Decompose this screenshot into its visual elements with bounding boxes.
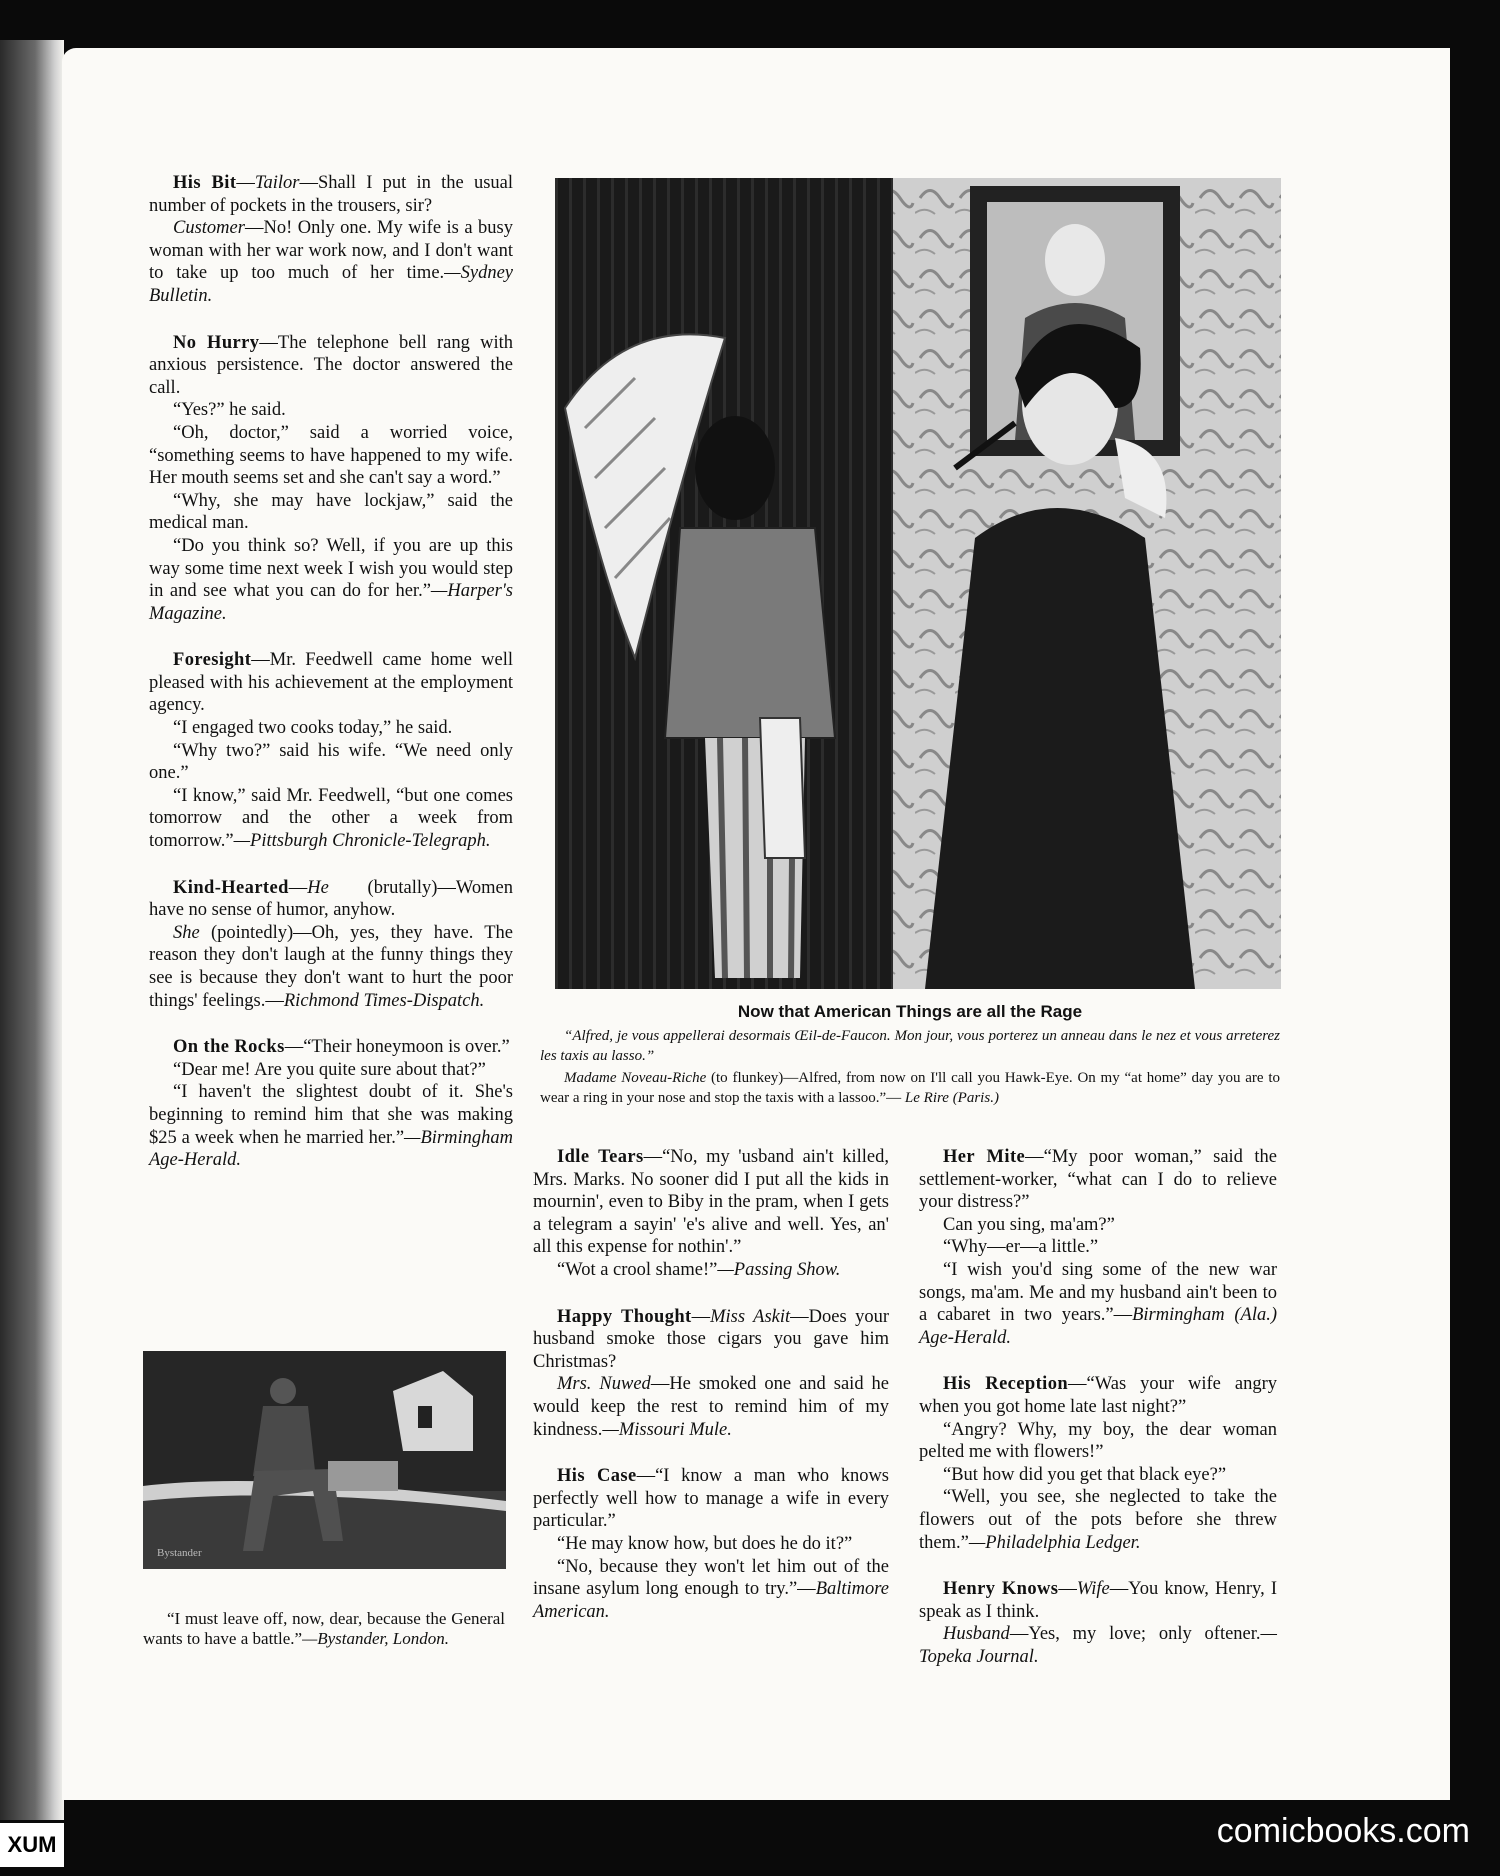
- joke-line: [533, 1556, 889, 1624]
- caption-source: Le Rire (Paris.): [904, 1090, 999, 1106]
- small-cartoon-caption: [143, 1609, 505, 1649]
- joke-item: [919, 1578, 1277, 1668]
- joke-item: [919, 1373, 1277, 1554]
- joke-line: [149, 740, 513, 785]
- column-1: [149, 172, 513, 1196]
- joke-opening: His Bit—Tailor—Shall I put in the usual number of pockets in the trousers, sir?: [149, 173, 514, 216]
- joke-item: [149, 172, 513, 308]
- joke-line: [149, 1081, 513, 1171]
- joke-opening: Kind-Hearted—He (brutally)—Women have no sense of humor, anyhow.: [149, 877, 513, 921]
- joke-line-text: “Yes?” he said.: [173, 400, 286, 421]
- joke-opening: Henry Knows—Wife—You know, Henry, I speak as I think.: [919, 1579, 1277, 1622]
- joke-line-speaker: Customer: [173, 218, 245, 239]
- joke-line-text: “He may know how, but does he do it?”: [557, 1533, 853, 1554]
- joke-line-text: Can you sing, ma'am?”: [943, 1214, 1115, 1235]
- joke-line: [919, 1486, 1277, 1554]
- joke-line-text: “Why, she may have lockjaw,” said the medical man.: [149, 490, 513, 534]
- joke-line: [149, 399, 513, 422]
- joke-line: [149, 217, 513, 307]
- joke-source: —Topeka Journal.: [919, 1624, 1277, 1667]
- joke-line: [149, 422, 513, 490]
- joke-source: —Pittsburgh Chronicle-Telegraph.: [233, 831, 491, 852]
- svg-text:Bystander: Bystander: [157, 1547, 202, 1559]
- joke-heading: No Hurry: [173, 332, 260, 353]
- joke-heading: Foresight: [173, 650, 252, 671]
- big-cartoon: [555, 178, 1281, 989]
- joke-line: [149, 490, 513, 535]
- book-gutter: [0, 40, 64, 1820]
- footer-left-badge: [0, 1823, 64, 1867]
- joke-line-speaker: She: [173, 922, 200, 943]
- joke-line-text: “But how did you get that black eye?”: [943, 1464, 1227, 1485]
- joke-opening: [919, 1146, 1277, 1214]
- joke-line: [149, 717, 513, 740]
- small-caption-text: “I must leave off, now, dear, because the General wants to have a battle.”: [143, 1609, 505, 1648]
- joke-line-text: —No! Only one. My wife is a busy woman with her war work now, and I don't want to take up too much of her time.: [149, 218, 513, 284]
- joke-source: Baltimore American.: [533, 1579, 889, 1622]
- joke-line-text: (pointedly)—Oh, yes, they have. The reason they don't laugh at the funny things they see is because they don't want to hurt the poor things' feelings.—: [149, 922, 513, 1011]
- joke-line: [533, 1533, 889, 1556]
- joke-item: [149, 1036, 513, 1172]
- joke-line-text: “I haven't the slightest doubt of it. She's beginning to remind him that she was making $25 a week when he married her.”: [149, 1082, 513, 1148]
- joke-heading: His Case: [557, 1466, 637, 1487]
- caption-english: [540, 1068, 1280, 1108]
- joke-text: —Does your husband smoke those cigars you gave him Christmas?: [533, 1306, 890, 1372]
- joke-text: —“No, my 'usband ain't killed, Mrs. Marks. No sooner did I put all the kids in mournin', even to Biby in the pram, when I gets a telegram a sayin' 'e's alive and well. Yes, an' all this expense for nothin'.”: [533, 1147, 889, 1258]
- big-cartoon-caption: [540, 1002, 1280, 1108]
- joke-line-text: “Why two?” said his wife. “We need only one.”: [149, 740, 513, 784]
- joke-line: [149, 922, 513, 1012]
- caption-title: Now that American Things are all the Rage: [737, 1002, 1083, 1021]
- joke-line-text: “I wish you'd sing some of the new war songs, ma'am. Me and my husband ain't been to a cabaret in two years.”—: [919, 1259, 1277, 1326]
- joke-text: (brutally)—Women have no sense of humor, anyhow.: [149, 877, 513, 921]
- joke-heading: Her Mite: [943, 1147, 1026, 1167]
- joke-opening: [919, 1373, 1277, 1418]
- joke-source: —Harper's Magazine.: [149, 581, 513, 624]
- joke-heading: Henry Knows: [943, 1579, 1059, 1600]
- joke-line-text: “Angry? Why, my boy, the dear woman pelted me with flowers!”: [919, 1419, 1277, 1463]
- big-cartoon-drawing: [555, 178, 1281, 989]
- joke-text: —“I know a man who knows perfectly well how to manage a wife in every particular.”: [533, 1466, 889, 1532]
- joke-heading: Kind-Hearted: [173, 877, 289, 898]
- joke-text: —“Their honeymoon is over.”: [284, 1037, 510, 1058]
- joke-line: [919, 1419, 1277, 1464]
- joke-heading: Idle Tears: [557, 1147, 644, 1167]
- joke-line-text: “Oh, doctor,” said a worried voice, “something seems to have happened to my wife. Her mouth seems set and she can't say a word.”: [149, 422, 513, 489]
- joke-opening: Happy Thought—Miss Askit—Does your husband smoke those cigars you gave him Christmas?: [533, 1306, 890, 1372]
- joke-line: [149, 1059, 513, 1082]
- joke-opening: [149, 332, 513, 400]
- joke-line: [533, 1259, 889, 1282]
- joke-heading: His Bit: [173, 173, 237, 193]
- joke-item: [919, 1146, 1277, 1349]
- joke-opening: [533, 1465, 889, 1533]
- joke-source: —Sydney Bulletin.: [149, 263, 513, 306]
- joke-heading: On the Rocks: [173, 1037, 285, 1058]
- joke-speaker: Wife: [1076, 1579, 1110, 1600]
- caption-english-speaker: Madame Noveau-Riche: [564, 1070, 707, 1086]
- small-cartoon: [143, 1351, 506, 1569]
- joke-line-text: “No, because they won't let him out of the insane asylum long enough to try.”—: [533, 1556, 889, 1600]
- joke-source: Birmingham (Ala.) Age-Herald.: [919, 1305, 1277, 1348]
- joke-text: —“My poor woman,” said the settlement-worker, “what can I do to relieve your distress?”: [919, 1147, 1277, 1213]
- joke-item: [533, 1465, 889, 1623]
- caption-french: “Alfred, je vous appellerai desormais Œil-de-Faucon. Mon jour, vous porterez un anneau dans le nez et vous arreterez les taxis au lasso.”: [540, 1028, 1280, 1064]
- joke-heading: His Reception: [943, 1374, 1069, 1395]
- joke-line-text: “Why—er—a little.”: [943, 1237, 1099, 1258]
- small-caption-source: —Bystander, London.: [302, 1629, 449, 1648]
- joke-line-text: —He smoked one and said he would keep the rest to remind him of my kindness.: [533, 1374, 890, 1440]
- joke-source: —Philadelphia Ledger.: [968, 1532, 1141, 1553]
- joke-line: [149, 535, 513, 625]
- joke-line: [149, 785, 513, 853]
- caption-english-text: (to flunkey)—Alfred, from now on I'll call you Hawk-Eye. On my “at home” day you are to wear a ring in your nose and stop the taxis with a lassoo.”—: [540, 1070, 1280, 1106]
- joke-line: [919, 1214, 1277, 1237]
- joke-item: [533, 1146, 889, 1282]
- joke-text: —The telephone bell rang with anxious persistence. The doctor answered the call.: [149, 332, 513, 398]
- joke-line-text: “Dear me! Are you quite sure about that?”: [173, 1059, 486, 1080]
- joke-line: [919, 1623, 1277, 1668]
- joke-source: —Missouri Mule.: [602, 1419, 732, 1440]
- joke-opening: [149, 1036, 513, 1059]
- joke-item: [149, 877, 513, 1013]
- joke-text: —“Was your wife angry when you got home late last night?”: [919, 1374, 1277, 1417]
- joke-line-text: “Do you think so? Well, if you are up this way some time next week I wish you would step in and see what you can do for her.”: [149, 535, 513, 602]
- joke-item: [149, 332, 513, 626]
- joke-item: [149, 649, 513, 852]
- joke-line-text: —Yes, my love; only oftener.: [1009, 1624, 1261, 1645]
- joke-line-text: “Wot a crool shame!”: [557, 1259, 718, 1280]
- joke-speaker: Tailor: [254, 173, 300, 193]
- joke-line-text: “I engaged two cooks today,” he said.: [173, 718, 453, 739]
- footer-left-text: XUM: [7, 1832, 57, 1857]
- joke-line-text: “I know,” said Mr. Feedwell, “but one comes tomorrow and the other a week from tomorrow.”: [149, 785, 513, 852]
- joke-line: [919, 1236, 1277, 1259]
- column-3: [533, 1146, 889, 1647]
- joke-line-text: “Well, you see, she neglected to take the flowers out of the pots before she threw them.”: [919, 1487, 1277, 1553]
- joke-line: [919, 1259, 1277, 1349]
- joke-opening: [533, 1146, 889, 1259]
- joke-heading: Happy Thought: [557, 1306, 692, 1327]
- joke-line: [533, 1373, 889, 1441]
- joke-source: —Passing Show.: [717, 1259, 841, 1280]
- joke-speaker: He: [307, 877, 329, 898]
- joke-source: —Birmingham Age-Herald.: [149, 1127, 513, 1171]
- joke-speaker: Miss Askit: [710, 1306, 791, 1327]
- joke-item: [533, 1306, 889, 1442]
- joke-source: Richmond Times-Dispatch.: [283, 990, 485, 1011]
- joke-line-speaker: Husband: [943, 1624, 1010, 1645]
- column-4: [919, 1146, 1277, 1692]
- joke-text: —You know, Henry, I speak as I think.: [919, 1579, 1277, 1622]
- joke-text: —Shall I put in the usual number of pockets in the trousers, sir?: [149, 173, 514, 216]
- small-cartoon-drawing: [143, 1351, 506, 1569]
- joke-text: —Mr. Feedwell came home well pleased with his achievement at the employment agency.: [149, 650, 513, 716]
- footer-watermark: comicbooks.com: [1216, 1812, 1470, 1850]
- joke-line-speaker: Mrs. Nuwed: [557, 1374, 651, 1395]
- joke-opening: [149, 649, 513, 717]
- joke-line: [919, 1464, 1277, 1487]
